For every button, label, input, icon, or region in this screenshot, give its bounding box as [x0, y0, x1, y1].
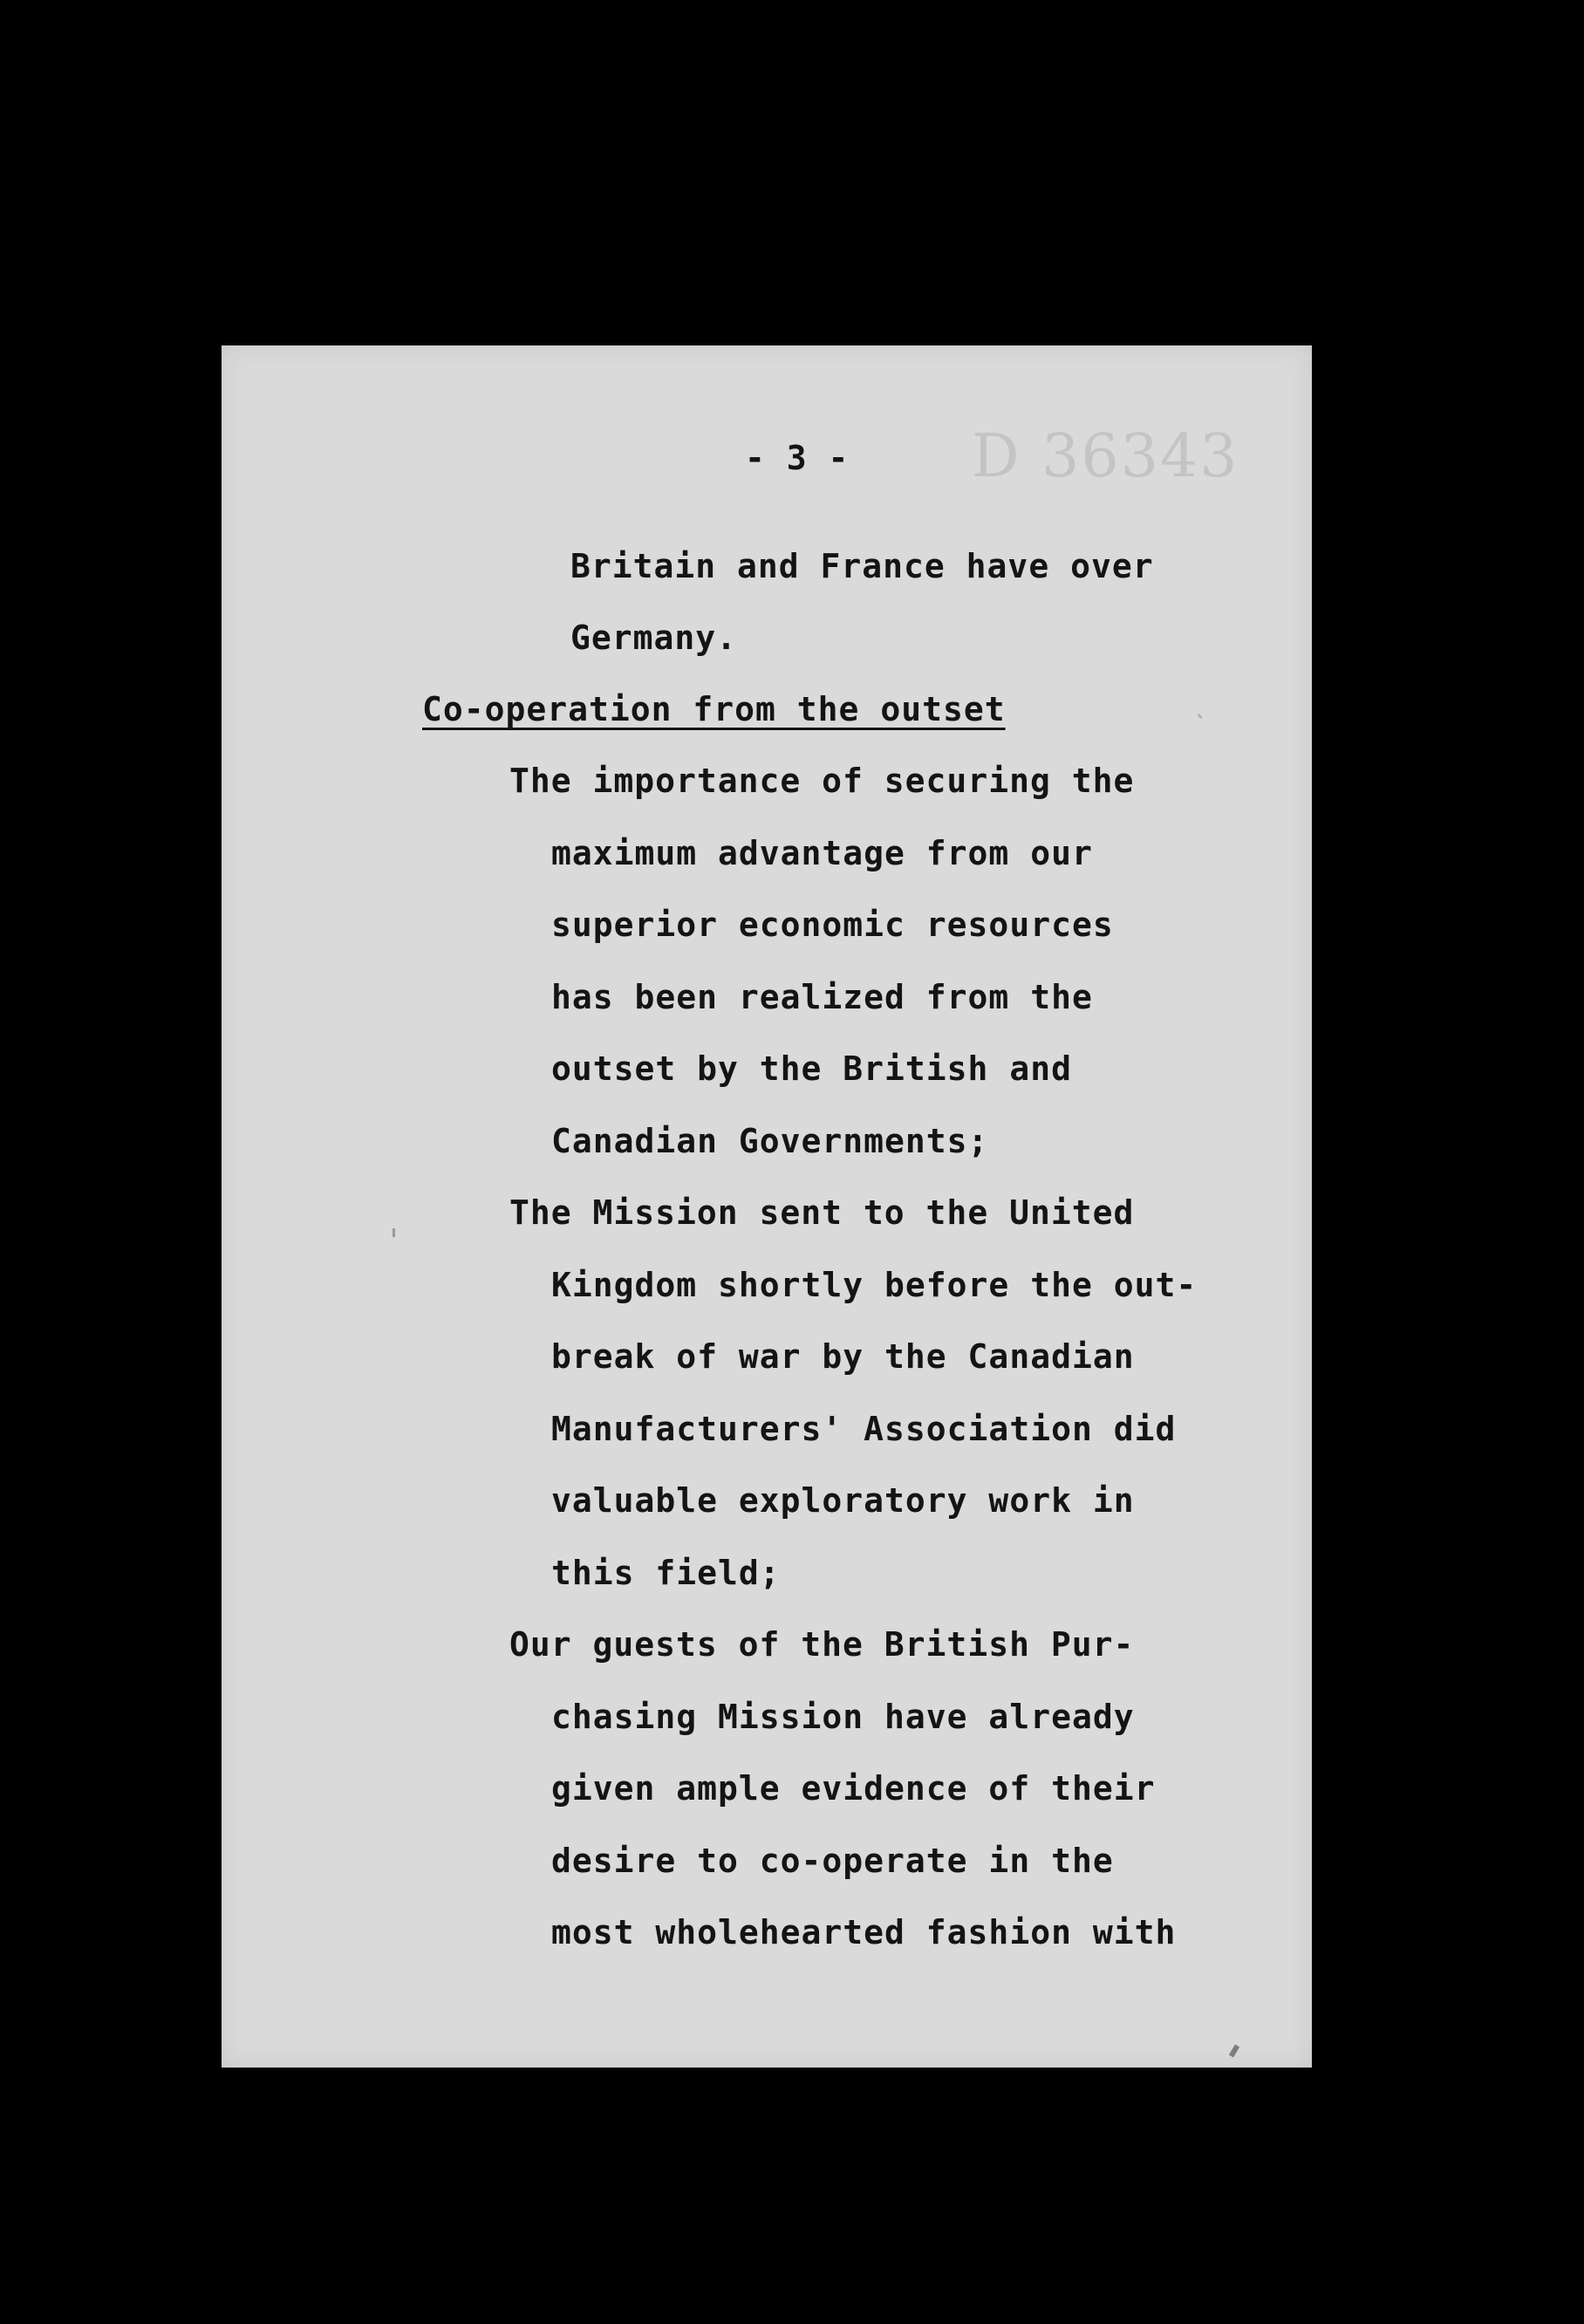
paragraph-2-line-4: Manufacturers' Association did	[551, 1410, 1177, 1448]
paragraph-3-line-4: desire to co-operate in the	[551, 1842, 1114, 1880]
continuation-line-1: Britain and France have over	[570, 547, 1154, 585]
archive-stamp: D 36343	[972, 422, 1239, 491]
paragraph-2-line-3: break of war by the Canadian	[551, 1337, 1135, 1376]
paragraph-2-line-6: this field;	[551, 1554, 781, 1592]
paragraph-3-line-3: given ample evidence of their	[551, 1769, 1156, 1808]
paragraph-3-line-2: chasing Mission have already	[551, 1698, 1135, 1736]
paragraph-3-line-1: Our guests of the British Pur-	[509, 1625, 1135, 1664]
section-heading: Co-operation from the outset	[422, 690, 1006, 728]
paper-speck	[1197, 714, 1202, 720]
continuation-line-2: Germany.	[570, 619, 738, 657]
paragraph-2-line-2: Kingdom shortly before the out-	[551, 1266, 1198, 1304]
paragraph-3-line-5: most wholehearted fashion with	[551, 1913, 1177, 1951]
paragraph-1-line-5: outset by the British and	[551, 1049, 1072, 1088]
document-page	[222, 345, 1312, 2068]
paragraph-2-line-5: valuable exploratory work in	[551, 1481, 1135, 1520]
paragraph-1-line-4: has been realized from the	[551, 978, 1093, 1016]
page-number: - 3 -	[745, 439, 850, 477]
paper-speck	[393, 1228, 395, 1237]
paragraph-1-line-1: The importance of securing the	[509, 762, 1135, 800]
paragraph-1-line-6: Canadian Governments;	[551, 1122, 989, 1160]
paper-speck	[1229, 2044, 1239, 2057]
paragraph-1-line-3: superior economic resources	[551, 906, 1114, 944]
paragraph-2-line-1: The Mission sent to the United	[509, 1193, 1135, 1232]
paragraph-1-line-2: maximum advantage from our	[551, 834, 1093, 872]
